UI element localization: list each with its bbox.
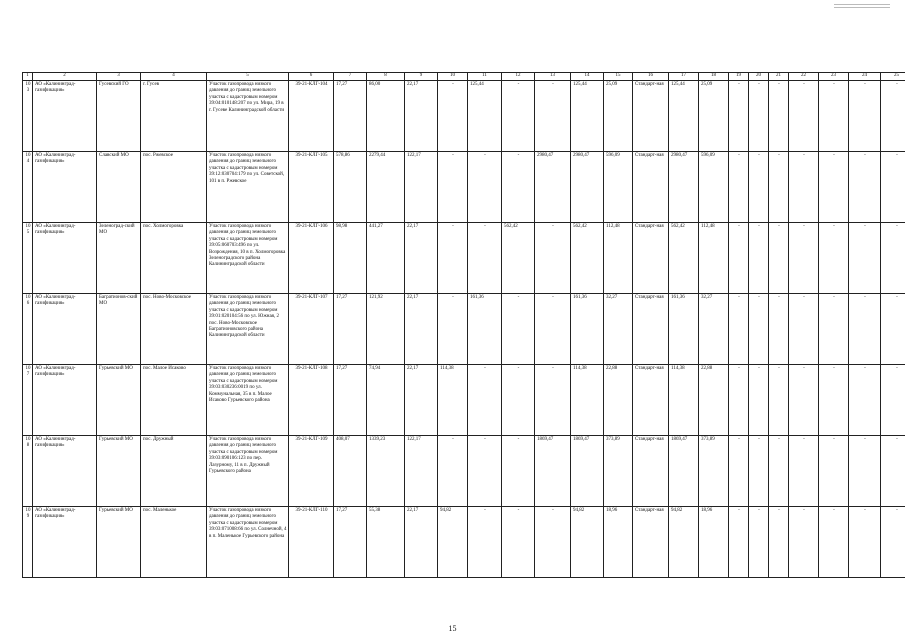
table-cell: 25,09 [604,81,633,152]
table-cell: 2980,47 [535,152,571,223]
table-cell: 17,27 [334,507,367,578]
table-cell: - [535,294,571,365]
table-cell: пос. Маленькое [141,507,207,578]
table-cell: 22,17 [405,365,438,436]
table-cell: - [881,152,905,223]
table-cell: г. Гусев [141,81,207,152]
table-cell: Стандарт-ная [633,81,669,152]
table-cell: 114,38 [438,365,468,436]
table-cell: 2279,44 [367,152,405,223]
table-cell: пос. Ново-Московское [141,294,207,365]
table-cell: 578,86 [334,152,367,223]
table-cell: АО «Калининград-газификация» [33,436,97,507]
table-cell: - [502,81,535,152]
table-cell: - [789,223,819,294]
table-cell: - [502,507,535,578]
table-cell: 109 [23,507,33,578]
table-cell: - [881,223,905,294]
column-number: 21 [769,73,789,81]
table-cell: пос. Малое Исаково [141,365,207,436]
table-row [23,365,905,436]
table-cell: 112,48 [604,223,633,294]
table-cell: - [819,507,849,578]
table-cell: - [849,294,881,365]
table-cell: 22,88 [699,365,729,436]
table-cell: АО «Калининград-газификация» [33,81,97,152]
column-number: 18 [699,73,729,81]
page-number: 15 [448,624,457,633]
table-cell: - [769,223,789,294]
table-cell: Славский МО [97,152,141,223]
table-cell: - [535,507,571,578]
table-cell: 2980,47 [669,152,699,223]
table-cell: 114,38 [571,365,604,436]
table-cell: - [819,152,849,223]
table-cell: - [749,365,769,436]
table-row [23,223,905,294]
table-cell: - [849,152,881,223]
table-cell: 1869,47 [669,436,699,507]
table-cell: - [789,152,819,223]
column-number: 14 [571,73,604,81]
table-cell: 22,17 [405,294,438,365]
column-number: 1 [23,73,33,81]
table-cell: - [468,152,502,223]
table-cell: - [468,436,502,507]
table-cell: 1339,23 [367,436,405,507]
table-cell: 103 [23,81,33,152]
table-cell: АО «Калининград-газификация» [33,152,97,223]
table-cell: - [729,223,749,294]
table-cell: 125,44 [669,81,699,152]
table-row [23,294,905,365]
table-cell: 121,92 [367,294,405,365]
table-cell: - [535,223,571,294]
table-cell: 22,17 [405,81,438,152]
column-number: 22 [789,73,819,81]
table-cell: - [819,436,849,507]
table-cell: - [881,294,905,365]
table-cell: - [729,81,749,152]
column-number: 2 [33,73,97,81]
table-cell: 39-21-КЛГ-104 [289,81,334,152]
table-cell: 18,96 [604,507,633,578]
table-cell: - [789,81,819,152]
table-cell: Стандарт-ная [633,365,669,436]
table-cell: 94,82 [669,507,699,578]
column-number: 11 [468,73,502,81]
table-cell: Багратионов-ский МО [97,294,141,365]
column-number: 24 [849,73,881,81]
table-cell: 17,27 [334,81,367,152]
tariff-table [22,72,905,578]
table-cell: - [468,507,502,578]
table-cell: 25,09 [699,81,729,152]
table-cell: - [502,152,535,223]
table-cell: 373,89 [699,436,729,507]
table-cell: 22,88 [604,365,633,436]
column-number: 15 [604,73,633,81]
column-number: 7 [334,73,367,81]
table-cell: - [769,365,789,436]
table-cell: 106 [23,294,33,365]
table-row [23,81,905,152]
table-cell: - [819,223,849,294]
table-cell: 22,17 [405,507,438,578]
table-cell: - [849,81,881,152]
table-cell: Гурьевский МО [97,436,141,507]
table-cell: - [789,507,819,578]
table-cell: - [438,436,468,507]
table-cell: пос. Дружный [141,436,207,507]
table-cell: 161,36 [571,294,604,365]
column-number: 12 [502,73,535,81]
table-cell: 161,36 [468,294,502,365]
table-row [23,507,905,578]
table-cell: Участок газопровода низкого давления до границ земельного участка с кадастровым номером 39:03:030236:0019 по ул. Коммунальная, 35 в п. Малое Исаково Гурьевского района [207,365,289,436]
table-row [23,436,905,507]
table-cell: - [749,436,769,507]
table-cell: АО «Калининград-газификация» [33,294,97,365]
table-cell: Стандарт-ная [633,436,669,507]
table-row [23,152,905,223]
table-cell: 122,17 [405,152,438,223]
table-cell: - [749,294,769,365]
table-cell: 32,27 [699,294,729,365]
table-cell: 125,44 [468,81,502,152]
header-marks [834,4,890,8]
table-cell: - [438,152,468,223]
table-cell: 562,42 [502,223,535,294]
column-number: 8 [367,73,405,81]
table-cell: 94,82 [438,507,468,578]
table-cell: 18,96 [699,507,729,578]
column-number: 3 [97,73,141,81]
table-cell: - [749,81,769,152]
table-cell: - [881,436,905,507]
column-number: 9 [405,73,438,81]
table-cell: - [749,507,769,578]
table-cell: - [819,294,849,365]
table-cell: 39-21-КЛГ-110 [289,507,334,578]
table-cell: - [438,81,468,152]
column-number: 16 [633,73,669,81]
table-cell: Участок газопровода низкого давления до границ земельного участка с кадастровым номером 39:04:010148:207 по ул. Мира, 19 в г. Гусеве Калининградской области [207,81,289,152]
table-cell: - [769,436,789,507]
table-cell: 98,98 [334,223,367,294]
table-cell: Участок газопровода низкого давления до границ земельного участка с кадастровым номером 39:12:030704:179 по ул. Советской, 101 в п. Ржевское [207,152,289,223]
table-cell: - [849,507,881,578]
column-number: 10 [438,73,468,81]
table-cell: - [789,294,819,365]
table-cell: Гурьевский МО [97,507,141,578]
table-cell: 596,09 [699,152,729,223]
table-cell: 39-21-КЛГ-108 [289,365,334,436]
table-cell: Участок газопровода низкого давления до границ земельного участка с кадастровым номером 39:01:020104:56 по ул. Южная, 2 пос. Ново-Московское Багратионовского района Калининградской области [207,294,289,365]
table-cell: - [468,223,502,294]
table-cell: - [769,81,789,152]
table-cell: пос. Ржевское [141,152,207,223]
table-cell: - [438,223,468,294]
table-cell: Стандарт-ная [633,507,669,578]
table-cell: 125,44 [571,81,604,152]
table-cell: - [729,507,749,578]
column-number: 23 [819,73,849,81]
table-cell: - [729,294,749,365]
table-cell: 74,94 [367,365,405,436]
table-cell: 22,17 [405,223,438,294]
table-cell: - [819,365,849,436]
table-cell: 39-21-КЛГ-105 [289,152,334,223]
table-cell: - [729,436,749,507]
column-number: 20 [749,73,769,81]
table-cell: 161,36 [669,294,699,365]
table-cell: 408,07 [334,436,367,507]
table-cell: Стандарт-ная [633,294,669,365]
table-cell: 17,27 [334,365,367,436]
table-cell: 94,82 [571,507,604,578]
table-cell: - [502,294,535,365]
table-cell: Зеленоград-ский МО [97,223,141,294]
column-number-row [23,73,905,81]
table-cell: 86,00 [367,81,405,152]
table-cell: - [502,365,535,436]
table-cell: 1869,47 [535,436,571,507]
table-cell: - [769,507,789,578]
table-cell: 108 [23,436,33,507]
table-cell: 114,38 [669,365,699,436]
table-cell: - [789,436,819,507]
table-cell: - [535,365,571,436]
table-cell: 1869,47 [571,436,604,507]
table-cell: Стандарт-ная [633,152,669,223]
column-number: 6 [289,73,334,81]
table-cell: 562,42 [669,223,699,294]
table-cell: - [438,294,468,365]
table-cell: - [849,365,881,436]
table-cell: 39-21-КЛГ-109 [289,436,334,507]
table-cell: 441,27 [367,223,405,294]
table-cell: - [819,81,849,152]
table-cell: пос. Холмогоровка [141,223,207,294]
table-cell: - [769,294,789,365]
table-cell: Гурьевский МО [97,365,141,436]
table-cell: 104 [23,152,33,223]
table-cell: - [769,152,789,223]
table-cell: - [535,81,571,152]
table-cell: Стандарт-ная [633,223,669,294]
table-cell: - [502,436,535,507]
table-cell: - [881,365,905,436]
table-cell: 562,42 [571,223,604,294]
table-cell: 107 [23,365,33,436]
table-cell: - [749,223,769,294]
column-number: 25 [881,73,905,81]
table-cell: АО «Калининград-газификация» [33,223,97,294]
table-cell: 17,27 [334,294,367,365]
table-cell: 55,38 [367,507,405,578]
table-cell: 39-21-КЛГ-106 [289,223,334,294]
table-cell: - [729,152,749,223]
table-cell: - [789,365,819,436]
table-cell: АО «Калининград-газификация» [33,507,97,578]
table-cell: АО «Калининград-газификация» [33,365,97,436]
table-cell: Участок газопровода низкого давления до границ земельного участка с кадастровым номером 39:05:060703:496 по ул. Возрождения, 10 в п. Холмогоровка Зеленоградского района Калининградской области [207,223,289,294]
table-cell: Гусевский ГО [97,81,141,152]
table-cell: - [881,507,905,578]
column-number: 19 [729,73,749,81]
table-cell: 32,27 [604,294,633,365]
table-cell: - [849,436,881,507]
table-cell: - [849,223,881,294]
table-cell: 39-21-КЛГ-107 [289,294,334,365]
table-cell: 122,17 [405,436,438,507]
table-cell: Участок газопровода низкого давления до границ земельного участка с кадастровым номером 39:03:090106:123 по пер. Лазурному, 11 в п. Дружный Гурьевского района [207,436,289,507]
column-number: 17 [669,73,699,81]
column-number: 13 [535,73,571,81]
table-cell: 2980,47 [571,152,604,223]
column-number: 4 [141,73,207,81]
table-cell: - [729,365,749,436]
table-cell: - [749,152,769,223]
table-cell: - [468,365,502,436]
table-cell: 112,48 [699,223,729,294]
table-cell: 105 [23,223,33,294]
column-number: 5 [207,73,289,81]
table-cell: 596,09 [604,152,633,223]
table-cell: 373,89 [604,436,633,507]
table-cell: Участок газопровода низкого давления до границ земельного участка с кадастровым номером 39:03:071008:66 по ул. Солнечной, 4 в п. Маленькое Гурьевского района [207,507,289,578]
table-cell: - [881,81,905,152]
